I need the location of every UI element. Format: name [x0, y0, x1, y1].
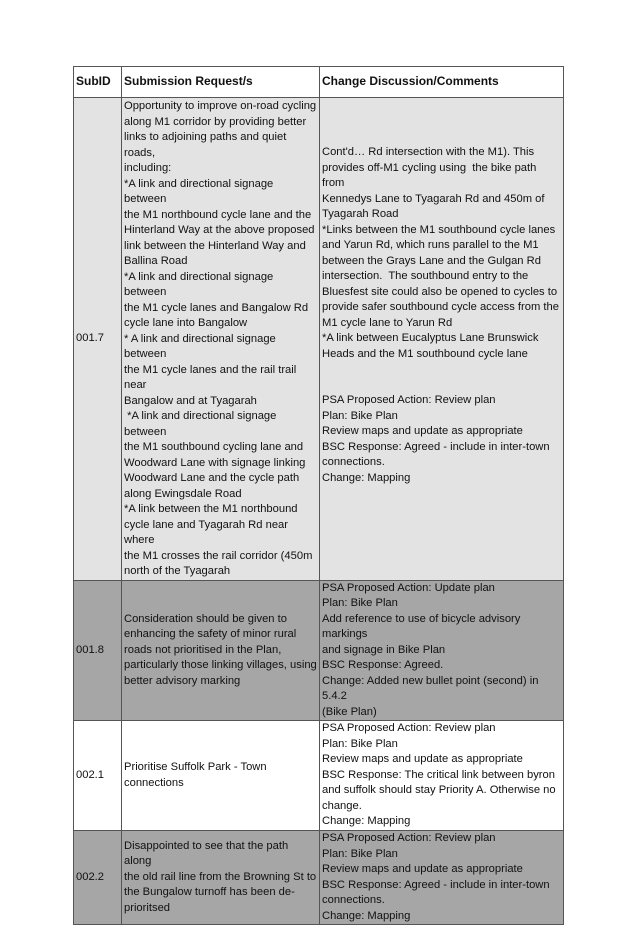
- request-text: [124, 839, 317, 917]
- subid-cell: 001.8: [74, 580, 122, 721]
- text-line: Cont'd… Rd intersection with the M1). This: [322, 146, 535, 159]
- text-line: the M1 crosses the rail corridor (450m: [124, 549, 313, 562]
- comments-text: [322, 831, 561, 924]
- text-line: and suffolk should stay Priority A. Otherwise no: [322, 784, 556, 797]
- text-line: the M1 southbound cycling lane and: [124, 441, 304, 453]
- text-line: Change: Mapping: [322, 909, 411, 922]
- request-text: [124, 760, 317, 791]
- text-line: *A link and directional signage between: [124, 270, 277, 298]
- header-subid: SubID: [74, 67, 122, 98]
- text-line: BSC Response: Agreed.: [322, 659, 444, 671]
- request-cell: [122, 98, 320, 581]
- request-cell: [122, 580, 320, 721]
- text-line: the old rail line from the Browning St to: [124, 870, 317, 883]
- text-line: connections.: [322, 894, 385, 906]
- text-line: prioritsed: [124, 901, 171, 914]
- text-line: Review maps and update as appropriate: [322, 863, 523, 875]
- text-line: *A link between the M1 northbound: [124, 503, 298, 515]
- text-line: along Ewingsdale Road: [124, 487, 242, 500]
- header-request: Submission Request/s: [122, 67, 320, 98]
- text-line: BSC Response: Agreed - include in inter-town: [322, 878, 550, 891]
- text-line: better advisory marking: [124, 674, 241, 687]
- text-line: [322, 362, 561, 378]
- comments-cell: [320, 831, 564, 925]
- text-line: Bluesfest site could also be opened to cycles to: [322, 285, 558, 298]
- text-line: PSA Proposed Action: Review plan: [322, 394, 496, 407]
- text-line: Change: Mapping: [322, 471, 411, 484]
- text-line: (Bike Plan): [322, 705, 377, 718]
- text-line: Prioritise Suffolk Park - Town: [124, 761, 267, 773]
- text-line: Review maps and update as appropriate: [322, 753, 523, 766]
- comments-text: [322, 721, 561, 830]
- comments-cell: [320, 721, 564, 831]
- request-cell: [122, 831, 320, 925]
- text-line: roads not prioritised in the Plan,: [124, 643, 282, 656]
- text-line: *A link and directional signage between: [124, 410, 280, 438]
- subid-cell: 002.2: [74, 831, 122, 925]
- text-line: Kennedys Lane to Tyagarah Rd and 450m of: [322, 192, 545, 205]
- text-line: intersection. The southbound entry to the: [322, 270, 529, 283]
- header-comments: Change Discussion/Comments: [320, 67, 564, 98]
- text-line: Change: Added new bullet point (second) in 5.4.2: [322, 674, 542, 702]
- text-line: connections.: [322, 456, 385, 469]
- text-line: Hinterland Way at the above proposed: [124, 224, 315, 236]
- text-line: Plan: Bike Plan: [322, 737, 398, 750]
- comments-cell: [320, 580, 564, 721]
- text-line: BSC Response: Agreed - include in inter-town: [322, 440, 550, 453]
- text-line: the M1 northbound cycle lane and the: [124, 208, 312, 221]
- text-line: PSA Proposed Action: Review plan: [322, 722, 496, 735]
- text-line: Plan: Bike Plan: [322, 409, 398, 422]
- text-line: Heads and the M1 southbound cycle lane: [322, 347, 528, 360]
- table-row: [74, 98, 564, 581]
- text-line: Plan: Bike Plan: [322, 597, 398, 609]
- text-line: Plan: Bike Plan: [322, 847, 398, 860]
- subid-cell: 001.7: [74, 98, 122, 581]
- text-line: the M1 cycle lanes and Bangalow Rd: [124, 301, 309, 314]
- header-row: [74, 67, 564, 98]
- text-line: including:: [124, 162, 172, 174]
- comments-text: [322, 581, 561, 721]
- submissions-document: [73, 66, 563, 925]
- text-line: along M1 corridor by providing better: [124, 115, 307, 128]
- text-line: between the Grays Lane and the Gulgan Rd: [322, 254, 541, 267]
- text-line: *Links between the M1 southbound cycle lanes: [322, 223, 556, 236]
- text-line: *A link between Eucalyptus Lane Brunswick: [322, 332, 539, 345]
- text-line: cycle lane and Tyagarah Rd near where: [124, 518, 292, 546]
- text-line: particularly those linking villages, using: [124, 659, 317, 671]
- text-line: Review maps and update as appropriate: [322, 425, 523, 438]
- text-line: Bangalow and at Tyagarah: [124, 394, 257, 407]
- text-line: and signage in Bike Plan: [322, 643, 446, 656]
- text-line: change.: [322, 799, 362, 812]
- text-line: and Yarun Rd, which runs parallel to the M1: [322, 239, 539, 252]
- table-row: [74, 831, 564, 925]
- text-line: Opportunity to improve on-road cycling: [124, 100, 317, 112]
- text-line: link between the Hinterland Way and: [124, 239, 306, 252]
- text-line: enhancing the safety of minor rural: [124, 628, 297, 640]
- text-line: Change: Mapping: [322, 815, 411, 828]
- request-text: [124, 612, 317, 690]
- table-row: [74, 580, 564, 721]
- comments-text: [322, 145, 561, 486]
- text-line: Woodward Lane with signage linking: [124, 456, 306, 469]
- submissions-table: [73, 66, 564, 925]
- text-line: Tyagarah Road: [322, 208, 399, 221]
- text-line: Ballina Road: [124, 255, 188, 267]
- text-line: connections: [124, 776, 184, 789]
- request-cell: [122, 721, 320, 831]
- text-line: [322, 378, 561, 394]
- text-line: PSA Proposed Action: Update plan: [322, 581, 495, 594]
- table-row: [74, 721, 564, 831]
- request-text: [124, 98, 317, 580]
- text-line: Disappointed to see that the path along: [124, 839, 292, 868]
- text-line: *A link and directional signage between: [124, 177, 277, 205]
- text-line: provides off-M1 cycling using the bike path from: [322, 161, 540, 190]
- text-line: provide safer southbound cycle access from the: [322, 301, 559, 314]
- text-line: M1 cycle lane to Yarun Rd: [322, 316, 453, 329]
- text-line: cycle lane into Bangalow: [124, 317, 248, 329]
- text-line: BSC Response: The critical link between byron: [322, 768, 555, 781]
- subid-cell: 002.1: [74, 721, 122, 831]
- text-line: * A link and directional signage between: [124, 332, 279, 360]
- text-line: the M1 cycle lanes and the rail trail near: [124, 363, 300, 391]
- comments-cell: [320, 98, 564, 581]
- text-line: Consideration should be given to: [124, 612, 287, 625]
- text-line: PSA Proposed Action: Review plan: [322, 832, 496, 844]
- text-line: Add reference to use of bicycle advisory markings: [322, 612, 524, 640]
- text-line: Woodward Lane and the cycle path: [124, 472, 300, 484]
- text-line: north of the Tyagarah: [124, 565, 231, 577]
- text-line: the Bungalow turnoff has been de-: [124, 886, 295, 899]
- text-line: links to adjoining paths and quiet roads,: [124, 131, 290, 159]
